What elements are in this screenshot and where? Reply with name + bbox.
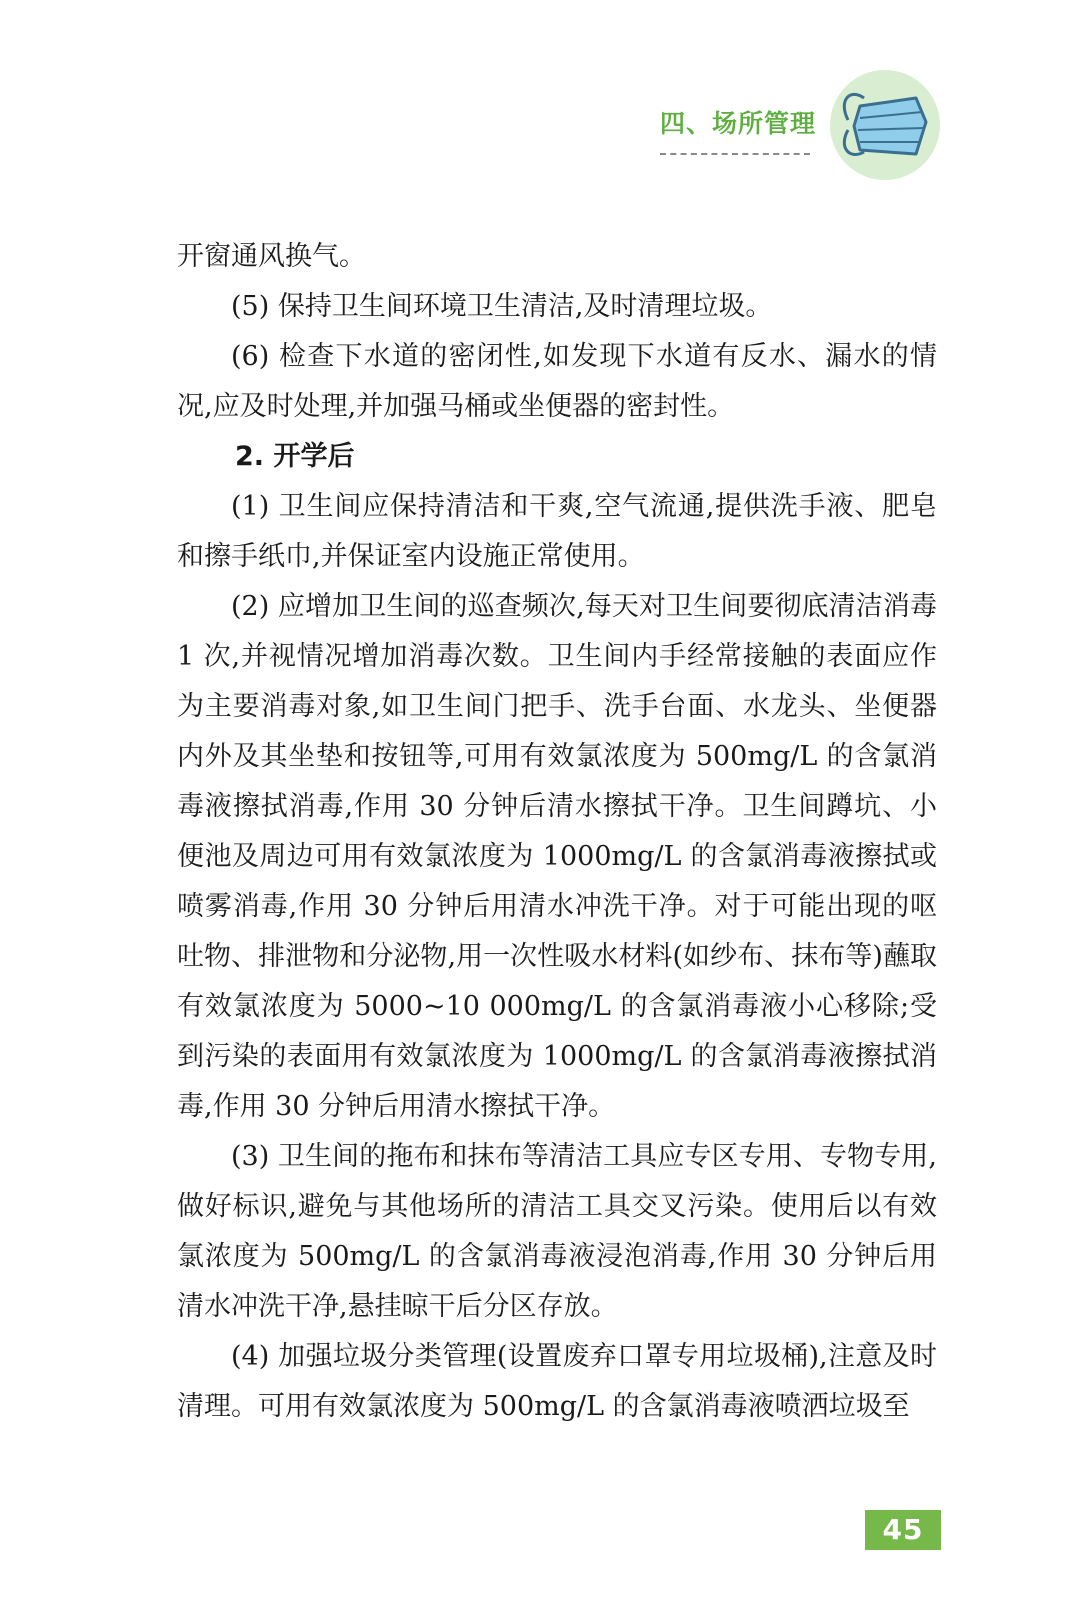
paragraph-item-1: (1) 卫生间应保持清洁和干爽,空气流通,提供洗手液、肥皂和擦手纸巾,并保证室内设施正常使用。 <box>177 491 937 572</box>
section-title: 四、场所管理 <box>660 109 817 138</box>
page-body <box>177 232 937 1432</box>
paragraph-continued: 开窗通风换气。 <box>177 241 366 272</box>
page-number: 45 <box>865 1510 941 1550</box>
paragraph-item-6: (6) 检查下水道的密闭性,如发现下水道有反水、漏水的情况,应及时处理,并加强马桶或坐便器的密封性。 <box>177 341 937 422</box>
header-divider <box>660 153 810 155</box>
paragraph-item-5: (5) 保持卫生间环境卫生清洁,及时清理垃圾。 <box>231 291 773 322</box>
face-mask-icon <box>830 70 940 180</box>
paragraph-item-3: (3) 卫生间的拖布和抹布等清洁工具应专区专用、专物专用,做好标识,避免与其他场所的清洁工具交叉污染。使用后以有效氯浓度为 500mg/L 的含氯消毒液浸泡消毒,作用 30 分钟后用清水冲洗干净,悬挂晾干后分区存放。 <box>177 1141 937 1322</box>
section-heading: 2. 开学后 <box>235 441 355 472</box>
paragraph-item-4: (4) 加强垃圾分类管理(设置废弃口罩专用垃圾桶),注意及时清理。可用有效氯浓度为 500mg/L 的含氯消毒液喷洒垃圾至 <box>177 1341 937 1422</box>
paragraph-item-2: (2) 应增加卫生间的巡查频次,每天对卫生间要彻底清洁消毒 1 次,并视情况增加消毒次数。卫生间内手经常接触的表面应作为主要消毒对象,如卫生间门把手、洗手台面、水龙头、坐便器内外及其坐垫和按钮等,可用有效氯浓度为 500mg/L 的含氯消毒液擦拭消毒,作用 30 分钟后清水擦拭干净。卫生间蹲坑、小便池及周边可用有效氯浓度为 1000mg/L 的含氯消毒液擦拭或喷雾消毒,作用 30 分钟后用清水冲洗干净。对于可能出现的呕吐物、排泄物和分泌物,用一次性吸水材料(如纱布、抹布等)蘸取有效氯浓度为 5000~10 000mg/L 的含氯消毒液小心移除;受到污染的表面用有效氯浓度为 1000mg/L 的含氯消毒液擦拭消毒,作用 30 分钟后用清水擦拭干净。 <box>177 591 937 1122</box>
page-header <box>0 0 1080 200</box>
